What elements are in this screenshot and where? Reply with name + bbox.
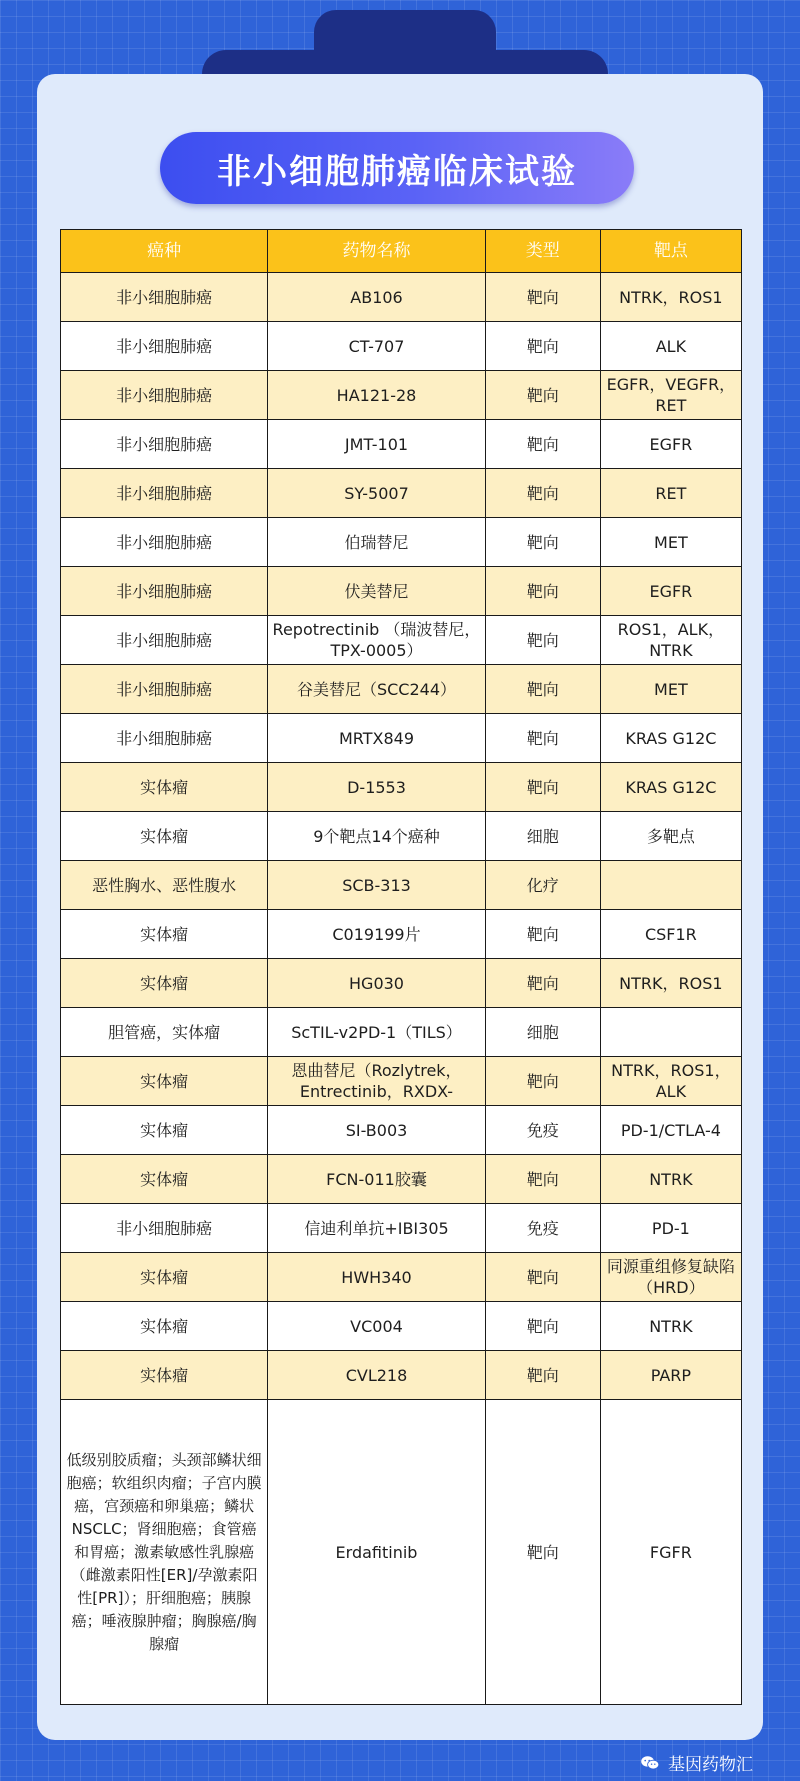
page-title: 非小细胞肺癌临床试验 [217, 151, 577, 192]
cell-cancer-type: 恶性胸水、恶性腹水 [61, 861, 268, 910]
cell-cancer-type: 实体瘤 [61, 1057, 268, 1106]
cell-drug-name: MRTX849 [268, 714, 486, 763]
cell-cancer-type: 胆管癌，实体瘤 [61, 1008, 268, 1057]
cell-cancer-type: 非小细胞肺癌 [61, 616, 268, 665]
cell-cancer-type: 实体瘤 [61, 763, 268, 812]
cell-target: RET [600, 469, 741, 518]
table-row [61, 420, 742, 469]
cell-drug-name: ScTIL-v2PD-1（TILS） [268, 1008, 486, 1057]
table-row [61, 567, 742, 616]
cell-type: 细胞 [485, 812, 600, 861]
cell-drug-name: 9个靶点14个癌种 [268, 812, 486, 861]
cell-drug-name: Erdafitinib [268, 1400, 486, 1705]
cell-drug-name: HG030 [268, 959, 486, 1008]
cell-type: 靶向 [485, 665, 600, 714]
cell-cancer-type: 实体瘤 [61, 812, 268, 861]
trial-table-container [60, 229, 742, 1705]
cell-type: 靶向 [485, 1351, 600, 1400]
cell-cancer-type: 实体瘤 [61, 959, 268, 1008]
cell-cancer-type: 实体瘤 [61, 1106, 268, 1155]
cell-target: NTRK，ROS1 [600, 273, 741, 322]
cell-target: KRAS G12C [600, 714, 741, 763]
cell-cancer-type: 非小细胞肺癌 [61, 371, 268, 420]
cell-drug-name: 信迪利单抗+IBI305 [268, 1204, 486, 1253]
cell-type: 靶向 [485, 420, 600, 469]
cell-cancer-type: 实体瘤 [61, 1253, 268, 1302]
cell-target: PD-1/CTLA-4 [600, 1106, 741, 1155]
watermark-text: 基因药物汇 [668, 1755, 753, 1775]
cell-type: 靶向 [485, 616, 600, 665]
cell-drug-name: JMT-101 [268, 420, 486, 469]
cell-target: FGFR [600, 1400, 741, 1705]
table-row [61, 1155, 742, 1204]
cell-target: ROS1，ALK，NTRK [600, 616, 741, 665]
cell-type: 靶向 [485, 1400, 600, 1705]
table-row [61, 371, 742, 420]
cell-type: 靶向 [485, 273, 600, 322]
cell-cancer-type: 实体瘤 [61, 1302, 268, 1351]
cell-type: 靶向 [485, 910, 600, 959]
cell-target: CSF1R [600, 910, 741, 959]
cell-drug-name: SI-B003 [268, 1106, 486, 1155]
table-row [61, 714, 742, 763]
cell-target: EGFR，VEGFR，RET [600, 371, 741, 420]
cell-drug-name: FCN-011胶囊 [268, 1155, 486, 1204]
table-body [61, 273, 742, 1705]
header-type: 类型 [485, 230, 600, 273]
cell-target: ALK [600, 322, 741, 371]
cell-target: EGFR [600, 567, 741, 616]
table-row [61, 469, 742, 518]
cell-target: PARP [600, 1351, 741, 1400]
cell-drug-name: CT-707 [268, 322, 486, 371]
cell-type: 免疫 [485, 1106, 600, 1155]
header-target: 靶点 [600, 230, 741, 273]
cell-cancer-type: 非小细胞肺癌 [61, 518, 268, 567]
cell-target: KRAS G12C [600, 763, 741, 812]
title-banner [160, 132, 634, 204]
header-drug-name: 药物名称 [268, 230, 486, 273]
cell-cancer-type: 非小细胞肺癌 [61, 469, 268, 518]
table-row [61, 1351, 742, 1400]
cell-type: 细胞 [485, 1008, 600, 1057]
table-row [61, 665, 742, 714]
table-row [61, 1204, 742, 1253]
cell-cancer-type: 实体瘤 [61, 1155, 268, 1204]
table-row [61, 1057, 742, 1106]
cell-cancer-type: 非小细胞肺癌 [61, 273, 268, 322]
cell-type: 靶向 [485, 763, 600, 812]
cell-cancer-type: 非小细胞肺癌 [61, 1204, 268, 1253]
cell-cancer-type: 非小细胞肺癌 [61, 420, 268, 469]
cell-cancer-type: 实体瘤 [61, 910, 268, 959]
cell-target [600, 861, 741, 910]
header-cancer-type: 癌种 [61, 230, 268, 273]
cell-cancer-type: 非小细胞肺癌 [61, 567, 268, 616]
table-row [61, 273, 742, 322]
cell-type: 靶向 [485, 1057, 600, 1106]
cell-target: NTRK [600, 1155, 741, 1204]
cell-drug-name: Repotrectinib （瑞波替尼，TPX-0005） [268, 616, 486, 665]
table-row [61, 910, 742, 959]
table-row [61, 1302, 742, 1351]
cell-target: 同源重组修复缺陷（HRD） [600, 1253, 741, 1302]
cell-type: 靶向 [485, 322, 600, 371]
cell-drug-name: VC004 [268, 1302, 486, 1351]
cell-drug-name: 恩曲替尼（Rozlytrek，Entrectinib，RXDX- [268, 1057, 486, 1106]
table-row [61, 812, 742, 861]
cell-target: MET [600, 518, 741, 567]
cell-type: 靶向 [485, 959, 600, 1008]
cell-target: MET [600, 665, 741, 714]
table-row [61, 1008, 742, 1057]
cell-drug-name: SCB-313 [268, 861, 486, 910]
header-tab-decoration [314, 10, 496, 54]
cell-drug-name: 谷美替尼（SCC244） [268, 665, 486, 714]
cell-type: 靶向 [485, 371, 600, 420]
cell-drug-name: C019199片 [268, 910, 486, 959]
table-header-row [61, 230, 742, 273]
table-row [61, 1253, 742, 1302]
table-row [61, 1400, 742, 1705]
cell-cancer-type: 低级别胶质瘤；头颈部鳞状细胞癌；软组织肉瘤；子宫内膜癌，宫颈癌和卵巢癌；鳞状NSCLC；肾细胞癌；食管癌和胃癌；激素敏感性乳腺癌（雌激素阳性[ER]/孕激素阳性[PR]）；肝细胞癌；胰腺癌；唾液腺肿瘤；胸腺癌/胸腺瘤 [61, 1400, 268, 1705]
cell-cancer-type: 实体瘤 [61, 1351, 268, 1400]
cell-drug-name: HWH340 [268, 1253, 486, 1302]
cell-type: 靶向 [485, 567, 600, 616]
cell-type: 化疗 [485, 861, 600, 910]
cell-target: NTRK，ROS1，ALK [600, 1057, 741, 1106]
cell-drug-name: D-1553 [268, 763, 486, 812]
cell-drug-name: 伯瑞替尼 [268, 518, 486, 567]
table-row [61, 616, 742, 665]
cell-drug-name: AB106 [268, 273, 486, 322]
cell-target: EGFR [600, 420, 741, 469]
table-row [61, 763, 742, 812]
cell-type: 靶向 [485, 714, 600, 763]
cell-drug-name: CVL218 [268, 1351, 486, 1400]
table-row [61, 959, 742, 1008]
cell-drug-name: HA121-28 [268, 371, 486, 420]
cell-type: 靶向 [485, 1253, 600, 1302]
cell-cancer-type: 非小细胞肺癌 [61, 714, 268, 763]
cell-target [600, 1008, 741, 1057]
cell-type: 免疫 [485, 1204, 600, 1253]
cell-cancer-type: 非小细胞肺癌 [61, 665, 268, 714]
cell-type: 靶向 [485, 1302, 600, 1351]
trial-table [60, 229, 742, 1705]
cell-target: NTRK [600, 1302, 741, 1351]
watermark [640, 1750, 753, 1775]
cell-cancer-type: 非小细胞肺癌 [61, 322, 268, 371]
cell-target: PD-1 [600, 1204, 741, 1253]
table-row [61, 518, 742, 567]
cell-drug-name: SY-5007 [268, 469, 486, 518]
table-row [61, 1106, 742, 1155]
cell-target: 多靶点 [600, 812, 741, 861]
cell-target: NTRK，ROS1 [600, 959, 741, 1008]
cell-type: 靶向 [485, 469, 600, 518]
table-row [61, 861, 742, 910]
cell-drug-name: 伏美替尼 [268, 567, 486, 616]
cell-type: 靶向 [485, 518, 600, 567]
table-row [61, 322, 742, 371]
cell-type: 靶向 [485, 1155, 600, 1204]
wechat-icon [640, 1755, 660, 1771]
